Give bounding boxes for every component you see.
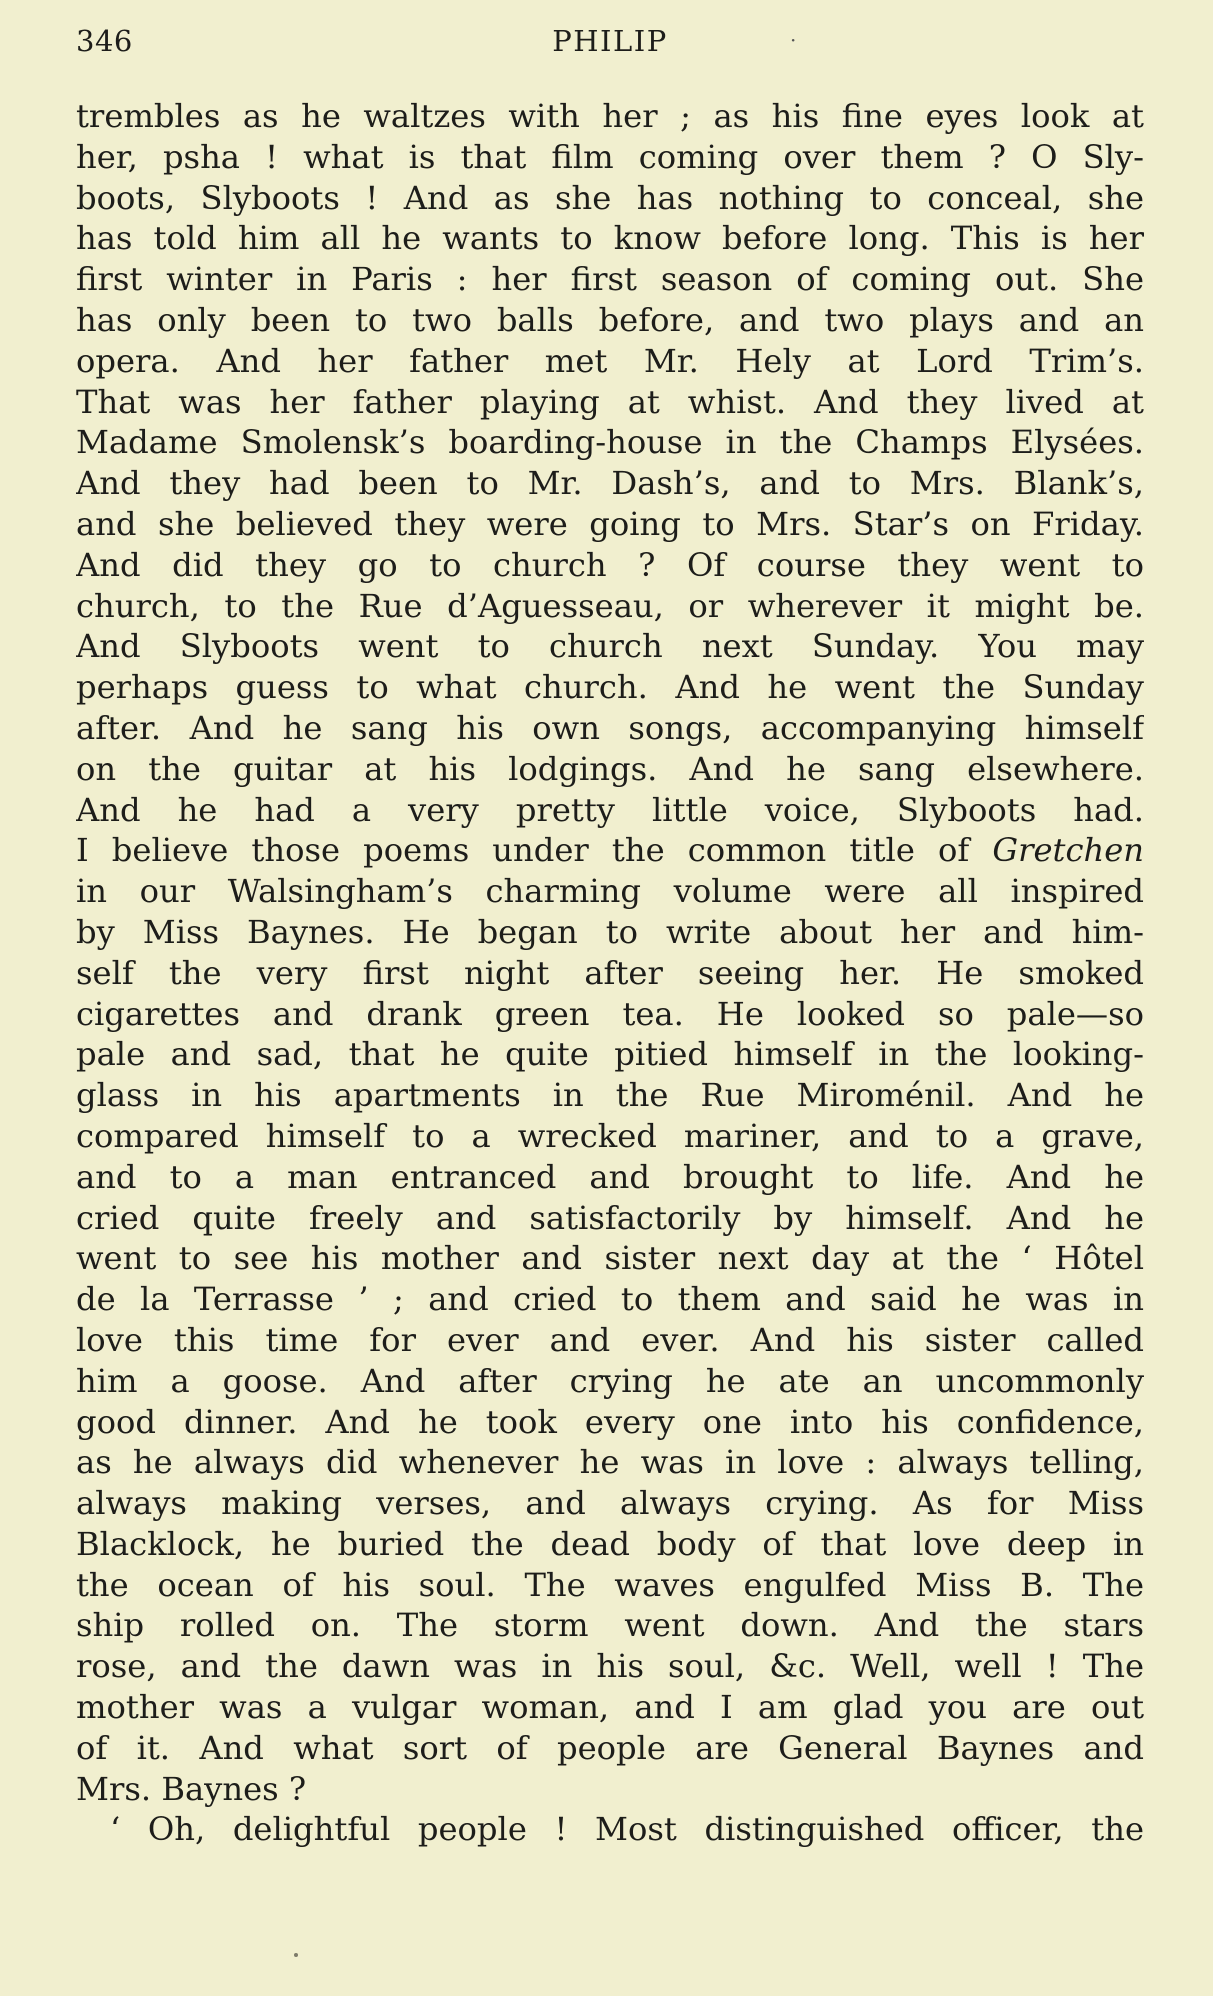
text-line: That was her father playing at whist. And they lived at [76,382,1144,421]
paragraph [76,1809,1144,1850]
header-mark: · [790,28,797,52]
text-line: ‘ Oh, delightful people ! Most distinguished officer, the [110,1810,1144,1849]
text-line: in our Walsingham’s charming volume were all inspired [76,872,1144,911]
text-line: pale and sad, that he quite pitied himself in the looking- [76,1035,1144,1074]
text-line: her, psha ! what is that film coming over them ? O Sly- [76,137,1144,176]
text-line: rose, and the dawn was in his soul, &c. Well, well ! The [76,1647,1144,1686]
text-line: on the guitar at his lodgings. And he sang elsewhere. [76,749,1144,788]
text-line: And Slyboots went to church next Sunday. You may [76,627,1144,666]
text-line: after. And he sang his own songs, accompanying himself [76,708,1144,747]
text-line: and she believed they were going to Mrs. Star’s on Friday. [76,504,1144,543]
text-line-lead: I believe those poems under the common title of [76,831,993,870]
text-line: Blacklock, he buried the dead body of that love deep in [76,1524,1144,1563]
text-line: has told him all he wants to know before long. This is her [76,219,1144,258]
text-line: Madame Smolensk’s boarding-house in the Champs Elysées. [76,423,1144,462]
text-line: glass in his apartments in the Rue Miroménil. And he [76,1076,1144,1115]
text-line: as he always did whenever he was in love : always telling, [76,1443,1144,1482]
running-title: PHILIP [552,24,668,58]
text-line: went to see his mother and sister next day at the ‘ Hôtel [76,1239,1144,1278]
text-line: has only been to two balls before, and two plays and an [76,300,1144,339]
text-line: love this time for ever and ever. And his sister called [76,1320,1144,1359]
text-line: opera. And her father met Mr. Hely at Lord Trim’s. [76,341,1144,380]
text-line: the ocean of his soul. The waves engulfed Miss B. The [76,1565,1144,1604]
text-line: first winter in Paris : her first season of coming out. She [76,260,1144,299]
paper-speck [294,1953,298,1957]
text-line: cigarettes and drank green tea. He looked so pale—so [76,994,1144,1033]
text-line: self the very first night after seeing her. He smoked [76,953,1144,992]
text-line: trembles as he waltzes with her ; as his fine eyes look at [76,97,1144,135]
text-line: And he had a very pretty little voice, Slyboots had. [76,790,1144,829]
text-line: Mrs. Baynes ? [76,1769,307,1808]
text-line: him a goose. And after crying he ate an uncommonly [76,1361,1144,1400]
text-line: church, to the Rue d’Aguesseau, or wherever it might be. [76,586,1144,625]
text-line: And they had been to Mr. Dash’s, and to Mrs. Blank’s, [76,464,1144,503]
paragraph [76,96,1144,1809]
text-line: And did they go to church ? Of course they went to [76,545,1144,584]
text-line: good dinner. And he took every one into his confidence, [76,1402,1144,1441]
text-line: cried quite freely and satisfactorily by himself. And he [76,1198,1144,1237]
page-number: 346 [76,24,133,58]
text-line: mother was a vulgar woman, and I am glad you are out [76,1688,1144,1727]
text-line: by Miss Baynes. He began to write about her and him- [76,912,1144,951]
text-line [76,830,1144,871]
text-line: ship rolled on. The storm went down. And the stars [76,1606,1144,1645]
text-line: de la Terrasse ’ ; and cried to them and said he was in [76,1280,1144,1319]
body-text [76,96,1144,1850]
text-line: always making verses, and always crying. As for Miss [76,1484,1144,1523]
italic-title: Gretchen [992,831,1144,870]
page-header [76,24,1144,64]
text-line: perhaps guess to what church. And he went the Sunday [76,668,1144,707]
text-line: and to a man entranced and brought to life. And he [76,1157,1144,1196]
text-line: boots, Slyboots ! And as she has nothing to conceal, she [76,178,1144,217]
text-line: compared himself to a wrecked mariner, and to a grave, [76,1116,1144,1155]
text-line: of it. And what sort of people are General Baynes and [76,1728,1144,1767]
